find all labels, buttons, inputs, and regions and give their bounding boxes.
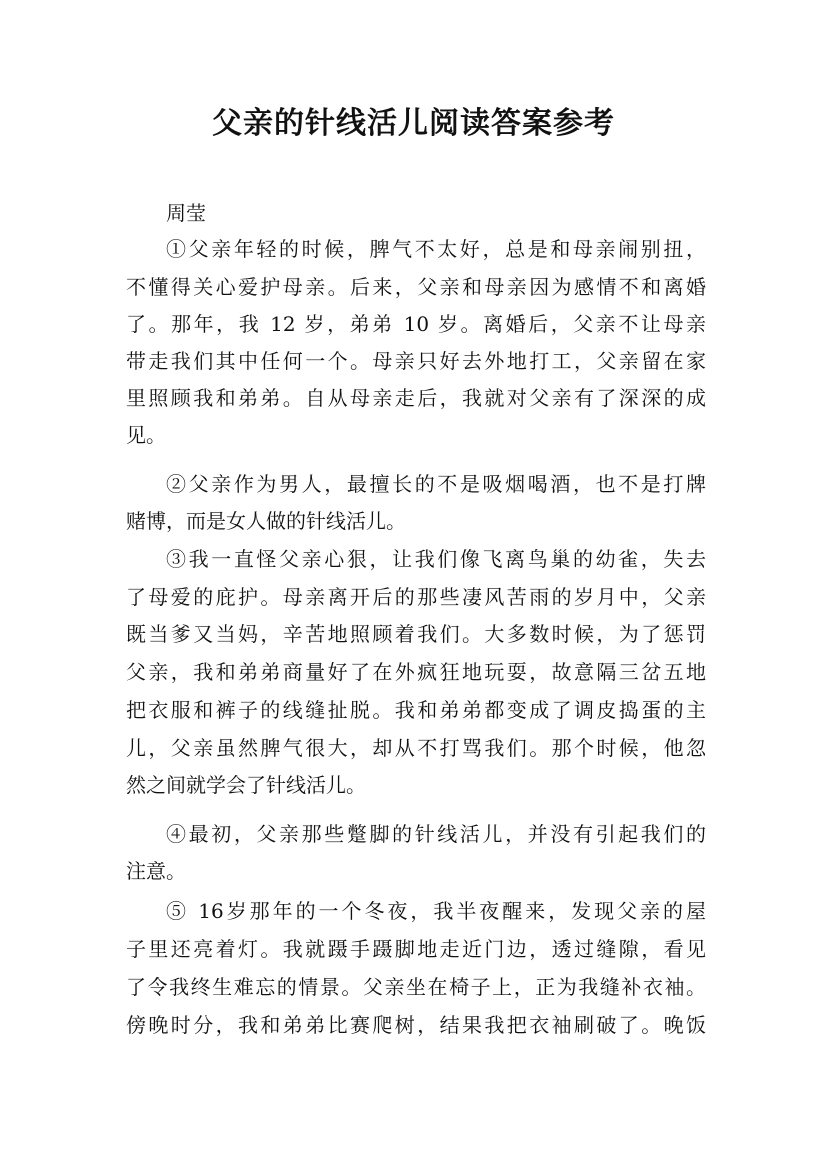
paragraph-line: 里照顾我和弟弟。自从母亲走后，我就对父亲有了深深的成 <box>126 386 706 410</box>
author-name: 周莹 <box>166 201 206 225</box>
paragraph-line: ③我一直怪父亲心狠，让我们像飞离鸟巢的幼雀，失去 <box>166 547 706 571</box>
paragraph-line: 子里还亮着灯。我就蹑手蹑脚地走近门边，透过缝隙，看见 <box>126 937 706 961</box>
document-title: 父亲的针线活儿阅读答案参考 <box>212 106 615 141</box>
paragraph-line: 既当爹又当妈，辛苦地照顾着我们。大多数时候，为了惩罚 <box>126 622 706 646</box>
paragraph-line: 了令我终生难忘的情景。父亲坐在椅子上，正为我缝补衣袖。 <box>126 975 706 999</box>
paragraph-line: 见。 <box>126 423 166 447</box>
paragraph-line: ④最初，父亲那些蹩脚的针线活儿，并没有引起我们的 <box>166 822 706 846</box>
paragraph-line: 不懂得关心爱护母亲。后来，父亲和母亲因为感情不和离婚 <box>126 275 706 299</box>
paragraph-line: 儿，父亲虽然脾气很大，却从不打骂我们。那个时候，他忽 <box>126 736 706 760</box>
paragraph-line: 注意。 <box>126 859 186 883</box>
paragraph-line: 傍晚时分，我和弟弟比赛爬树，结果我把衣袖刷破了。晚饭 <box>126 1013 706 1037</box>
paragraph-line: ②父亲作为男人，最擅长的不是吸烟喝酒，也不是打牌 <box>166 472 706 496</box>
paragraph-line: 然之间就学会了针线活儿。 <box>126 773 366 797</box>
paragraph-line: 了。那年，我 12 岁，弟弟 10 岁。离婚后，父亲不让母亲 <box>126 312 706 336</box>
paragraph-line: 带走我们其中任何一个。母亲只好去外地打工，父亲留在家 <box>126 349 706 373</box>
paragraph-line: 赌博，而是女人做的针线活儿。 <box>126 509 406 533</box>
paragraph-line: ①父亲年轻的时候，脾气不太好，总是和母亲闹别扭， <box>166 237 706 261</box>
paragraph-line: 父亲，我和弟弟商量好了在外疯狂地玩耍，故意隔三岔五地 <box>126 660 706 684</box>
paragraph-line: 把衣服和裤子的线缝扯脱。我和弟弟都变成了调皮捣蛋的主 <box>126 698 706 722</box>
paragraph-line: 了母爱的庇护。母亲离开后的那些凄风苦雨的岁月中，父亲 <box>126 585 706 609</box>
paragraph-line: ⑤ 16岁那年的一个冬夜，我半夜醒来，发现父亲的屋 <box>166 899 706 923</box>
